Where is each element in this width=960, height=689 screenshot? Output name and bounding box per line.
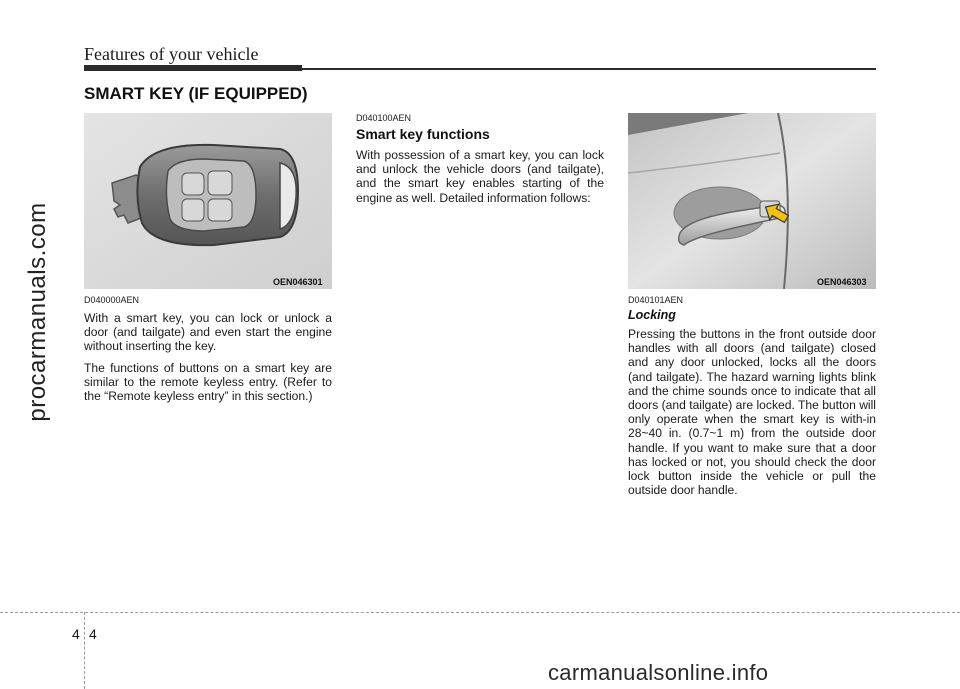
footer-rule xyxy=(0,612,960,613)
figure-label-smart-key: OEN046301 xyxy=(273,277,323,287)
section-code: D040000AEN xyxy=(84,295,140,305)
subsection-heading: Smart key functions xyxy=(356,126,490,142)
smart-key-figure xyxy=(84,113,332,289)
section-code: D040100AEN xyxy=(356,113,412,123)
header-rule-thick xyxy=(84,65,302,71)
chapter-number: 4 xyxy=(72,626,80,642)
paragraph: The functions of buttons on a smart key are similar to the remote keyless entry. (Refer to the “Remote keyless entry” in this section.) xyxy=(84,360,332,404)
side-watermark: procarmanuals.com xyxy=(24,202,51,422)
page-number: 4 xyxy=(89,626,97,642)
figure-label-door-handle: OEN046303 xyxy=(817,277,867,287)
footer-watermark: carmanualsonline.info xyxy=(548,660,769,685)
header-title: Features of your vehicle xyxy=(84,44,259,64)
paragraph: With possession of a smart key, you can lock and unlock the vehicle doors (and tailgate), and the smart key enables starting of the engine as well. Detailed information follows: xyxy=(356,148,604,205)
section-code: D040101AEN xyxy=(628,295,684,305)
col1-text xyxy=(84,311,332,403)
subsection-heading: Locking xyxy=(628,308,676,322)
door-handle-illustration xyxy=(628,113,876,289)
paragraph: Pressing the buttons in the front outside door handles with all doors (and tailgate) closed and any door unlocked, locks all the doors (and tailgate). The hazard warning lights blink and the chime sounds once to indicate that all doors (and tailgate) are locked. The button will only operate when the smart key is with-in 28~40 in. (0.7~1 m) from the outside door handle. If you want to make sure that a door has locked or not, you should check the door lock button inside the vehicle or pull the outside door handle. xyxy=(628,327,876,498)
door-handle-figure xyxy=(628,113,876,289)
footer-divider xyxy=(84,612,85,689)
col3-text xyxy=(628,327,876,497)
paragraph: With a smart key, you can lock or unlock a door (and tailgate) and even start the engine without inserting the key. xyxy=(84,311,332,354)
smart-key-illustration xyxy=(84,113,332,289)
section-title: SMART KEY (IF EQUIPPED) xyxy=(84,84,308,103)
col2-text xyxy=(356,148,604,205)
header-rule-thin xyxy=(302,68,876,70)
